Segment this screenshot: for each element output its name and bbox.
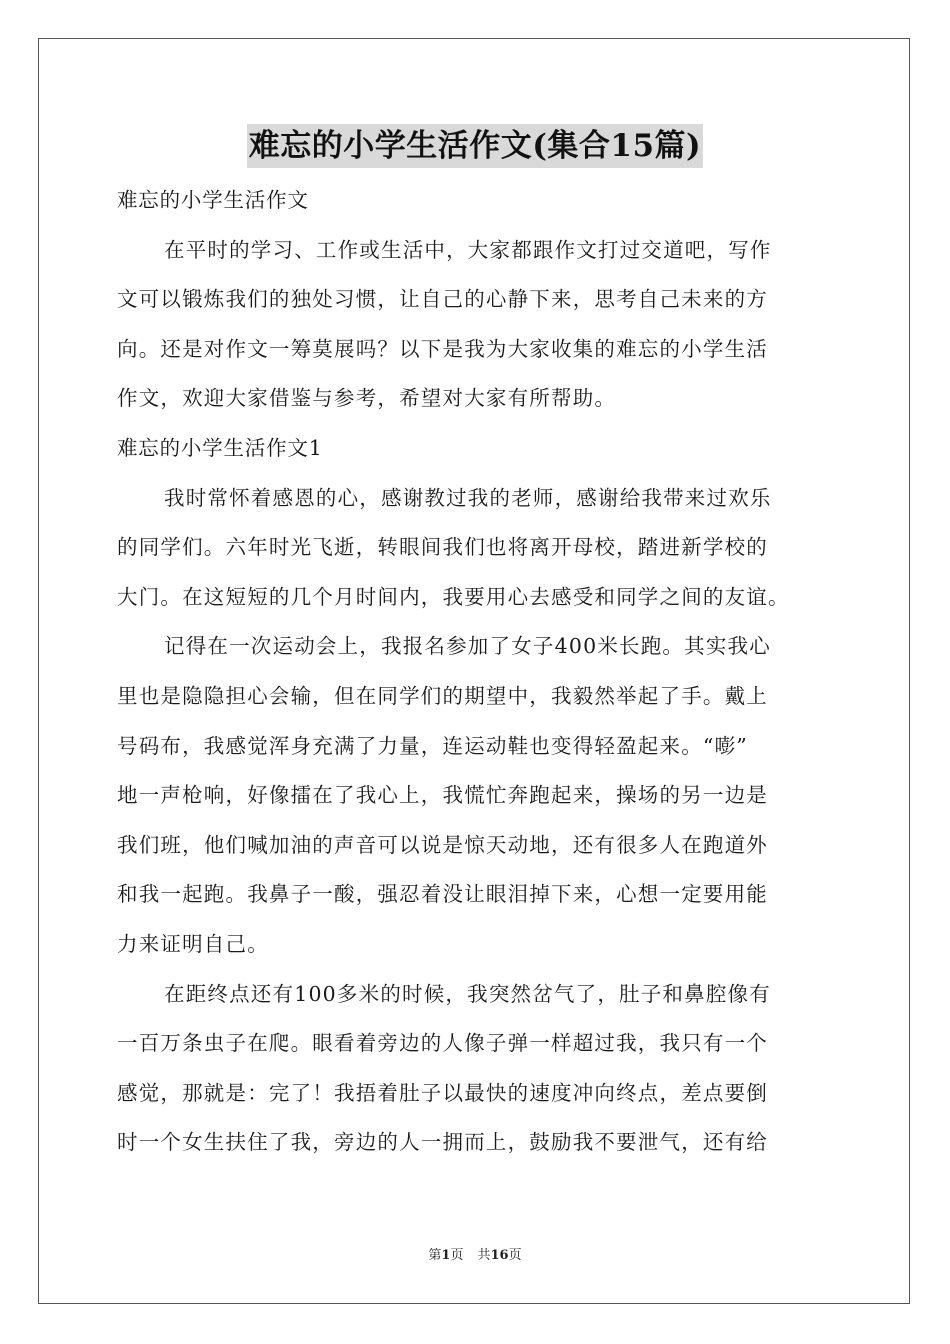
text-line: 的同学们。六年时光飞逝，转眼间我们也将离开母校，踏进新学校的 [117, 535, 768, 560]
page-number: 1 [441, 1248, 451, 1263]
text-line: 我们班，他们喊加油的声音可以说是惊天动地，还有很多人在跑道外 [117, 832, 768, 857]
text-line: 我时常怀着感恩的心，感谢教过我的老师，感谢给我带来过欢乐 [164, 485, 772, 510]
text-line: 大门。在这短短的几个月时间内，我要用心去感受和同学之间的友谊。 [117, 584, 790, 609]
text-line: 文可以锻炼我们的独处习惯，让自己的心静下来，思考自己未来的方 [117, 287, 768, 312]
total-label-suffix: 页 [508, 1248, 522, 1263]
text-line: 号码布，我感觉浑身充满了力量，连运动鞋也变得轻盈起来。“嘭” [117, 733, 748, 758]
page-label-suffix: 页 [450, 1248, 464, 1263]
text-line: 在距终点还有100多米的时候，我突然岔气了，肚子和鼻腔像有 [164, 981, 771, 1006]
text-line: 力来证明自己。 [117, 931, 269, 956]
title-container [0, 124, 950, 168]
document-body [117, 176, 833, 1168]
text-line: 地一声枪响，好像擂在了我心上，我慌忙奔跑起来，操场的另一边是 [117, 783, 768, 808]
text-line: 向。还是对作文一筹莫展吗？以下是我为大家收集的难忘的小学生活 [117, 336, 768, 361]
text-line: 里也是隐隐担心会输，但在同学们的期望中，我毅然举起了手。戴上 [117, 683, 768, 708]
page-footer [0, 1247, 950, 1265]
text-line: 时一个女生扶住了我，旁边的人一拥而上，鼓励我不要泄气，还有给 [117, 1130, 768, 1155]
text-line: 一百万条虫子在爬。眼看着旁边的人像子弹一样超过我，我只有一个 [117, 1031, 768, 1056]
total-label-prefix: 共 [477, 1248, 491, 1263]
document-title: 难忘的小学生活作文(集合15篇) [247, 124, 703, 168]
total-pages: 16 [490, 1248, 509, 1263]
page-label-prefix: 第 [428, 1248, 442, 1263]
text-line: 感觉，那就是：完了！我捂着肚子以最快的速度冲向终点，差点要倒 [117, 1080, 768, 1105]
text-line: 记得在一次运动会上，我报名参加了女子400米长跑。其实我心 [164, 634, 771, 659]
section-heading: 难忘的小学生活作文 [117, 188, 309, 212]
text-line: 作文，欢迎大家借鉴与参考，希望对大家有所帮助。 [117, 386, 617, 411]
text-line: 和我一起跑。我鼻子一酸，强忍着没让眼泪掉下来，心想一定要用能 [117, 882, 768, 907]
text-line: 在平时的学习、工作或生活中，大家都跟作文打过交道吧，写作 [164, 237, 772, 262]
section-heading: 难忘的小学生活作文1 [117, 435, 323, 460]
